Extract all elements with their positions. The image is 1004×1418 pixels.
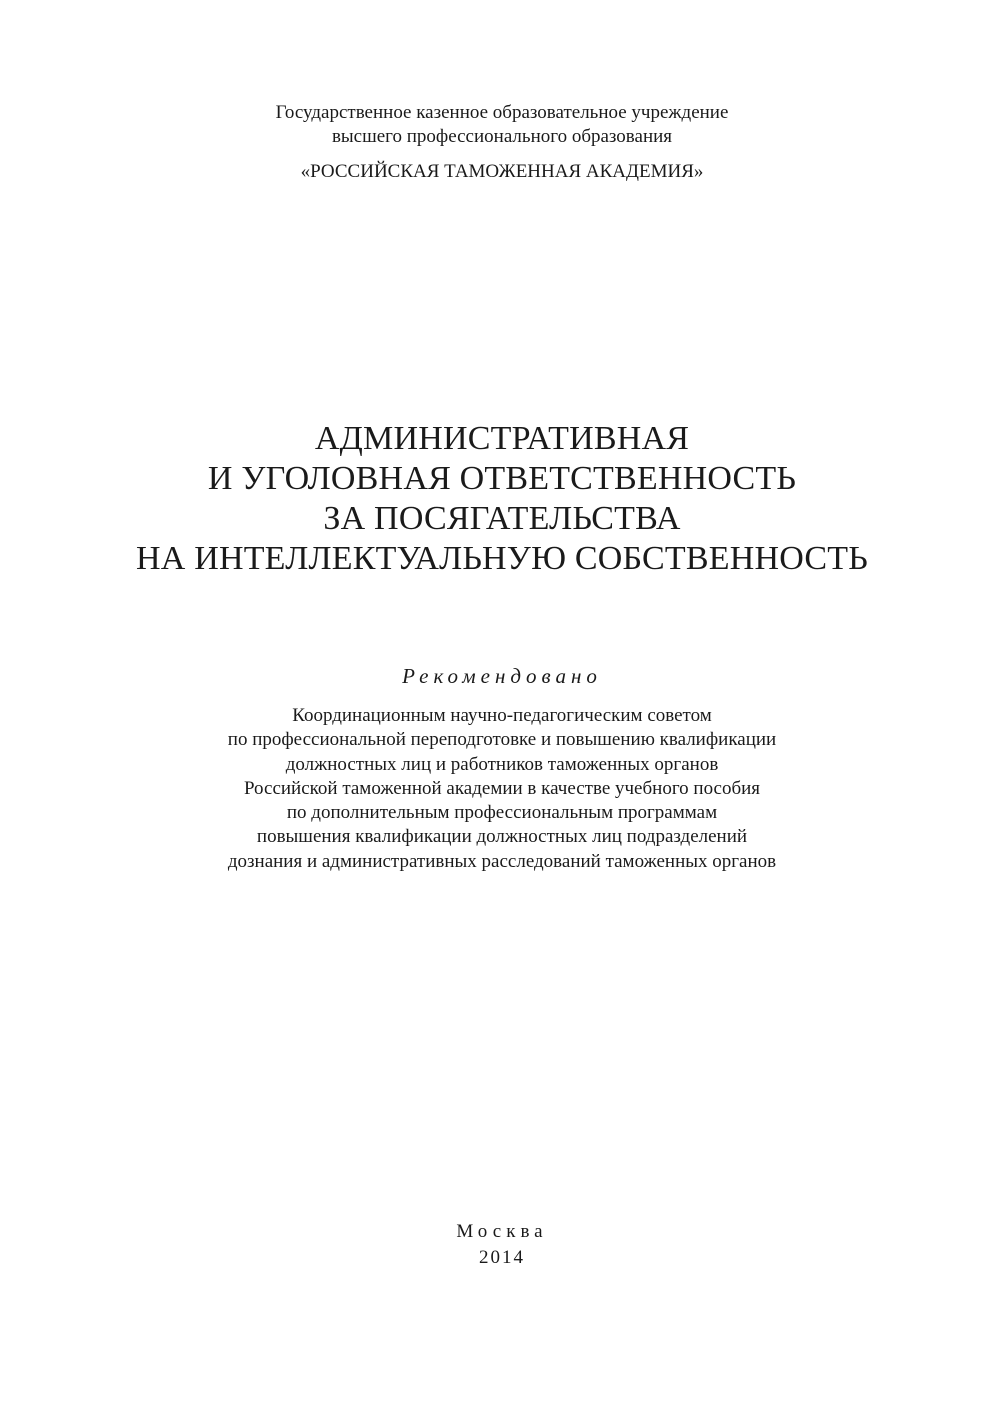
academy-name-text: «РОССИЙСКАЯ ТАМОЖЕННАЯ АКАДЕМИЯ» (300, 161, 704, 182)
book-title-line: НА ИНТЕЛЛЕКТУАЛЬНУЮ СОБСТВЕННОСТЬ (136, 540, 868, 577)
publication-city-text: Москва (456, 1221, 548, 1242)
recommended-label (0, 663, 1004, 689)
academy-name (0, 160, 1004, 184)
recommendation-line: по дополнительным профессиональным программам (286, 802, 718, 824)
institution-header (0, 101, 1004, 149)
publication-city (0, 1220, 1004, 1244)
recommended-label-text: Рекомендовано (402, 664, 602, 688)
book-title-line: И УГОЛОВНАЯ ОТВЕТСТВЕННОСТЬ (207, 460, 797, 497)
recommendation-line: по профессиональной переподготовке и повышению квалификации (227, 729, 777, 751)
book-title-line: АДМИНИСТРАТИВНАЯ (314, 420, 690, 457)
publication-year-text: 2014 (479, 1247, 525, 1268)
recommendation-line: повышения квалификации должностных лиц подразделений (256, 826, 748, 848)
recommendation-line: должностных лиц и работников таможенных органов (285, 753, 719, 775)
book-title-line: ЗА ПОСЯГАТЕЛЬСТВА (323, 500, 681, 537)
recommendation-line: Координационным научно-педагогическим советом (292, 705, 712, 726)
recommendation-line: дознания и административных расследований таможенных органов (227, 850, 777, 872)
book-title (0, 419, 1004, 579)
institution-line: Государственное казенное образовательное учреждение (275, 102, 729, 123)
recommendation-line: Российской таможенной академии в качестве учебного пособия (243, 777, 761, 799)
recommendation-text (0, 704, 1004, 874)
publication-year (0, 1246, 1004, 1270)
institution-line: высшего профессионального образования (331, 126, 673, 147)
